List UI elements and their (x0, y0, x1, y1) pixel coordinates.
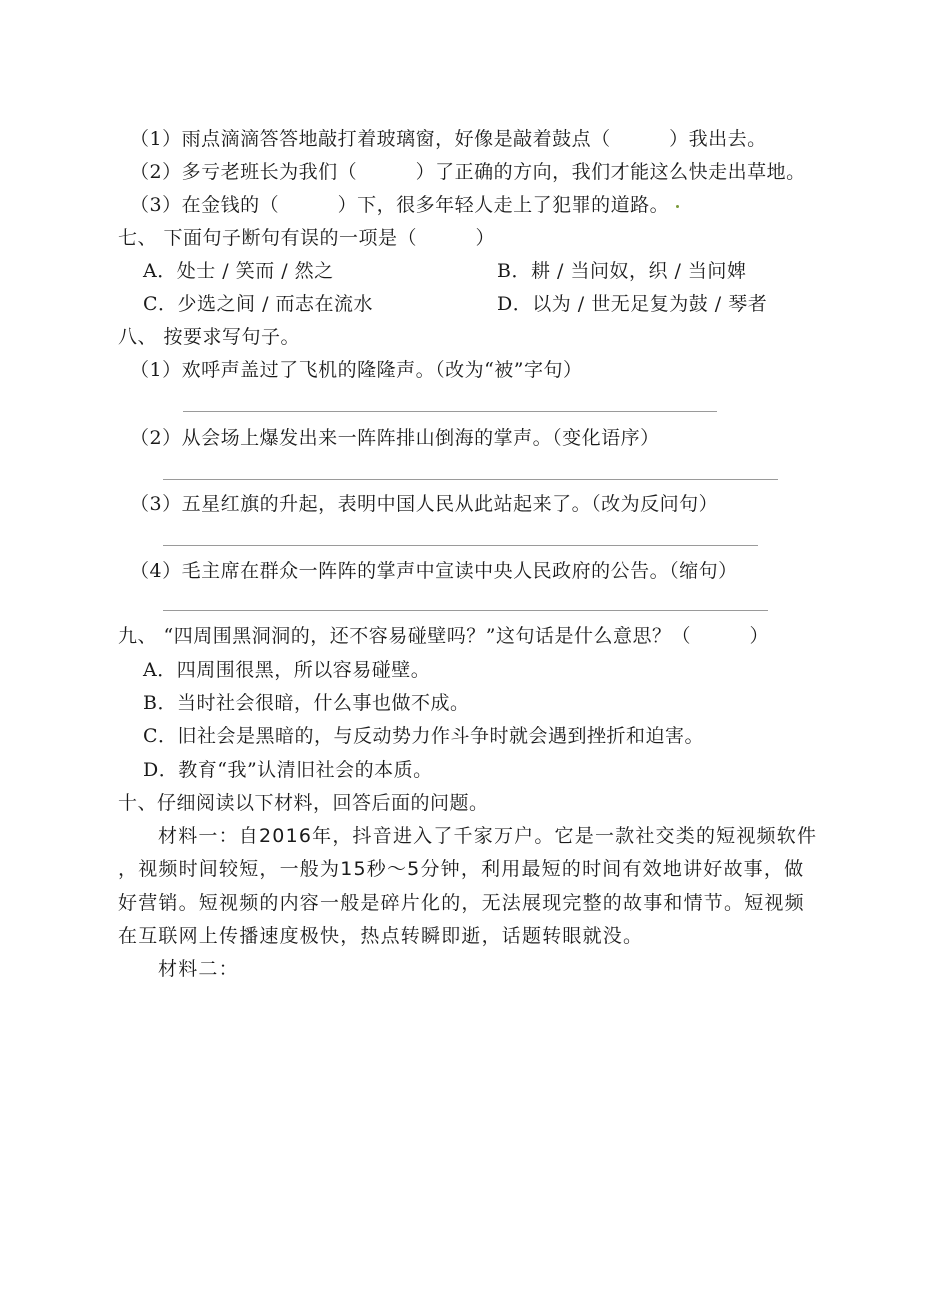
q9-option-b: B．当时社会很暗，什么事也做不成。 (143, 692, 470, 714)
answer-line-4[interactable] (163, 610, 768, 611)
q7-heading: 七、 下面句子断句有误的一项是（ ） (118, 227, 496, 249)
answer-line-2[interactable] (163, 479, 778, 480)
material-1-line-2: ，视频时间较短，一般为15秒～5分钟，利用最短的时间有效地讲好故事，做 (118, 858, 805, 880)
q7-option-c: C．少选之间 / 而志在流水 (143, 293, 374, 315)
q8-item-1: （1）欢呼声盖过了飞机的隆隆声。（改为“被”字句） (130, 359, 583, 381)
q6-item-1: （1）雨点滴滴答答地敲打着玻璃窗，好像是敲着鼓点（ ）我出去。 (130, 128, 767, 150)
q7-option-d: D．以为 / 世无足复为鼓 / 琴者 (497, 293, 768, 315)
q8-item-2: （2）从会场上爆发出来一阵阵排山倒海的掌声。（变化语序） (130, 427, 660, 449)
q8-heading: 八、 按要求写句子。 (118, 326, 301, 348)
answer-line-3[interactable] (163, 545, 758, 546)
material-1-line-1: 材料一：自2016年，抖音进入了千家万户。它是一款社交类的短视频软件 (158, 825, 818, 847)
stray-dot-mark (676, 205, 679, 208)
q9-option-d: D．教育“我”认清旧社会的本质。 (143, 759, 433, 781)
q9-option-c: C．旧社会是黑暗的，与反动势力作斗争时就会遇到挫折和迫害。 (143, 725, 705, 747)
q7-option-a: A．处士 / 笑而 / 然之 (143, 260, 334, 282)
q9-heading: 九、 “四周围黑洞洞的，还不容易碰壁吗？”这句话是什么意思？（ ） (118, 625, 769, 647)
q10-heading: 十、仔细阅读以下材料，回答后面的问题。 (118, 792, 489, 814)
q8-item-4: （4）毛主席在群众一阵阵的掌声中宣读中央人民政府的公告。（缩句） (130, 560, 738, 582)
material-1-line-4: 在互联网上传播速度极快，热点转瞬即逝，话题转眼就没。 (118, 925, 644, 947)
q9-option-a: A．四周围很黑，所以容易碰壁。 (143, 659, 431, 681)
answer-line-1[interactable] (183, 411, 717, 412)
q7-option-b: B．耕 / 当问奴，织 / 当问婢 (497, 260, 747, 282)
material-2-label: 材料二： (158, 958, 239, 980)
q8-item-3: （3）五星红旗的升起，表明中国人民从此站起来了。（改为反问句） (130, 493, 719, 515)
material-1-line-3: 好营销。短视频的内容一般是碎片化的，无法展现完整的故事和情节。短视频 (118, 892, 805, 914)
q6-item-3: （3）在金钱的（ ）下，很多年轻人走上了犯罪的道路。 (130, 194, 670, 216)
q6-item-2: （2）多亏老班长为我们（ ）了正确的方向，我们才能这么快走出草地。 (130, 161, 806, 183)
